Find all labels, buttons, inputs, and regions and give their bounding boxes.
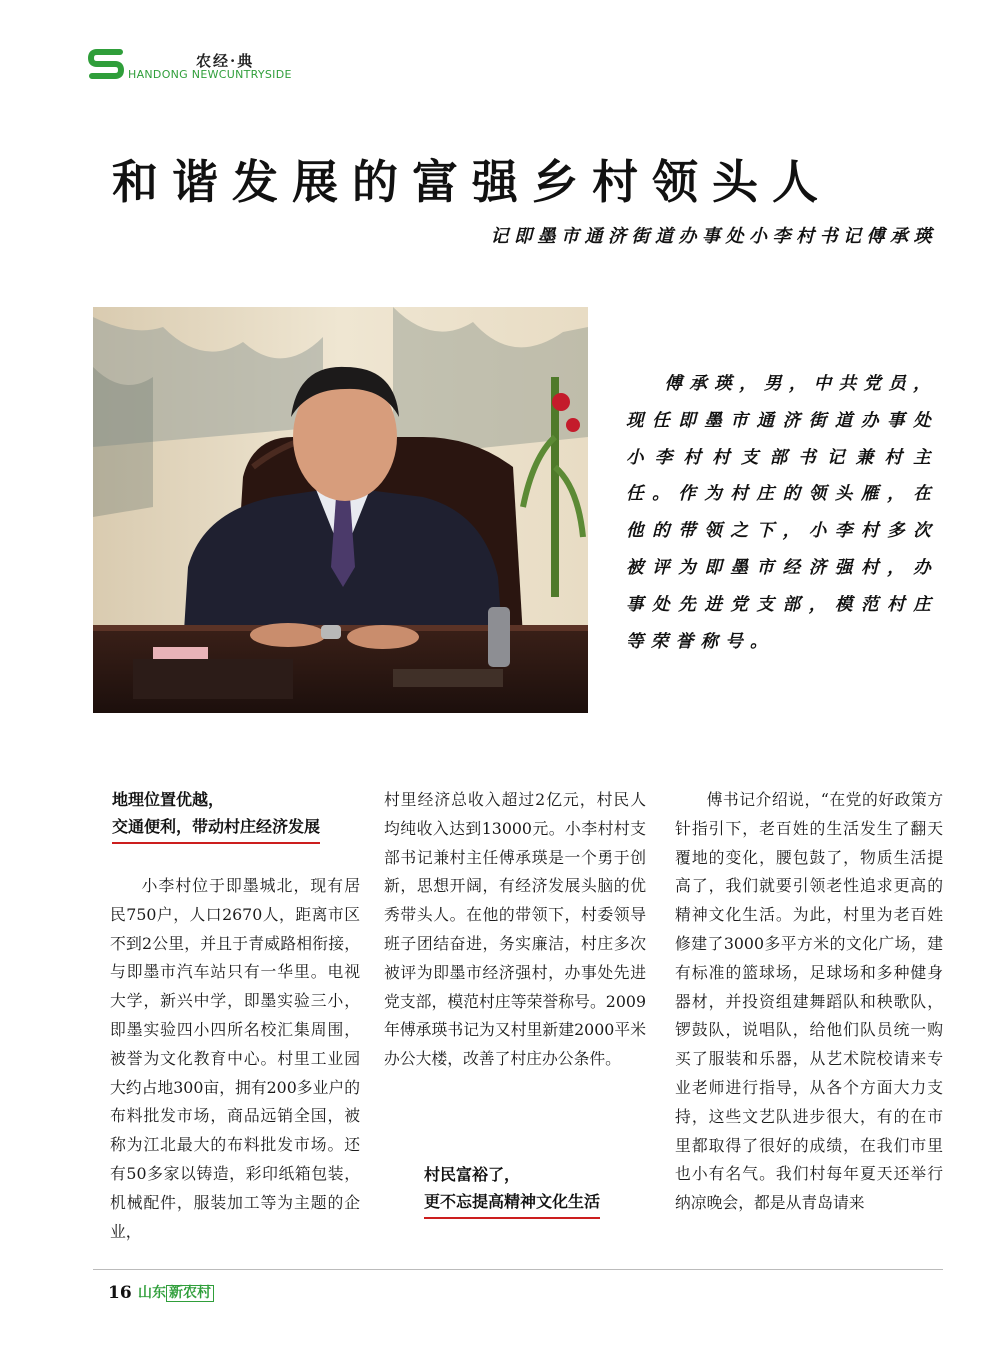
column-1-text: 小李村位于即墨城北，现有居民750户，人口2670人，距离市区不到2公里，并且于青威路相衔接，与即墨市汽车站只有一华里。电视大学，新兴中学，即墨实验三小，即墨实验四小四所名校汇集周围，被誉为文化教育中心。村里工业园大约占地300亩，拥有200多业户的布料批发市场，商品远销全国，被称为江北最大的布料批发市场。还有50多家以铸造，彩印纸箱包装，机械配件，服装加工等为主题的企业， <box>110 876 360 1241</box>
intro-paragraph: 傅承瑛，男，中共党员，现任即墨市通济街道办事处小李村村支部书记兼村主任。作为村庄的领头雁，在他的带领之下，小李村多次被评为即墨市经济强村，办事处先进党支部，模范村庄等荣誉称号。 <box>626 374 938 652</box>
footer-divider <box>93 1269 943 1270</box>
section-heading-line1: 村民富裕了， <box>424 1165 521 1184</box>
magazine-logo-subtitle: HANDONG NEWCUNTRYSIDE <box>128 68 292 81</box>
section-heading-line2: 更不忘提高精神文化生活 <box>424 1188 600 1219</box>
column-2-text: 村里经济总收入超过2亿元，村民人均纯收入达到13000元。小李村村支部书记兼村主任傅承瑛是一个勇于创新，思想开阔，有经济发展头脑的优秀带头人。在他的带领下，村委领导班子团结奋进，务实廉洁，村庄多次被评为即墨市经济强村，办事处先进党支部，模范村庄等荣誉称号。2009年傅承瑛书记为又村里新建2000平米办公大楼，改善了村庄办公条件。 <box>384 790 646 1069</box>
column-label: 农经·典 <box>196 52 255 70</box>
section-heading-line1: 地理位置优越， <box>112 790 225 809</box>
section-heading-line2: 交通便利，带动村庄经济发展 <box>112 813 320 844</box>
magazine-logo-s-icon <box>88 46 124 82</box>
column-3-text: 傅书记介绍说，“在党的好政策方针指引下，老百姓的生活发生了翻天覆地的变化，腰包鼓了，物质生活提高了，我们就要引领老性追求更高的精神文化生活。为此，村里为老百姓修建了3000多平方米的文化广场，建有标准的篮球场，足球场和多种健身器材，并投资组建舞蹈队和秧歌队，锣鼓队，说唱队，给他们队员统一购买了服装和乐器，从艺术院校请来专业老师进行指导，从各个方面大力支持，这些文艺队进步很大，有的在市里都取得了很好的成绩，在我们市里也小有名气。我们村每年夏天还举行纳凉晚会，都是从青岛请来 <box>675 790 943 1213</box>
page-number: 16 <box>108 1283 132 1303</box>
footer-logo-part2: 新农村 <box>166 1285 214 1302</box>
footer-magazine-logo <box>138 1282 214 1302</box>
article-title: 和谐发展的富强乡村领头人 <box>112 155 832 209</box>
section-heading-culture <box>424 1161 654 1219</box>
portrait-illustration <box>93 307 588 713</box>
portrait-photo <box>93 307 588 713</box>
footer-logo-part1: 山东 <box>138 1285 166 1301</box>
section-heading-location <box>112 786 372 844</box>
article-subtitle: 记即墨市通济街道办事处小李村书记傅承瑛 <box>490 226 937 247</box>
